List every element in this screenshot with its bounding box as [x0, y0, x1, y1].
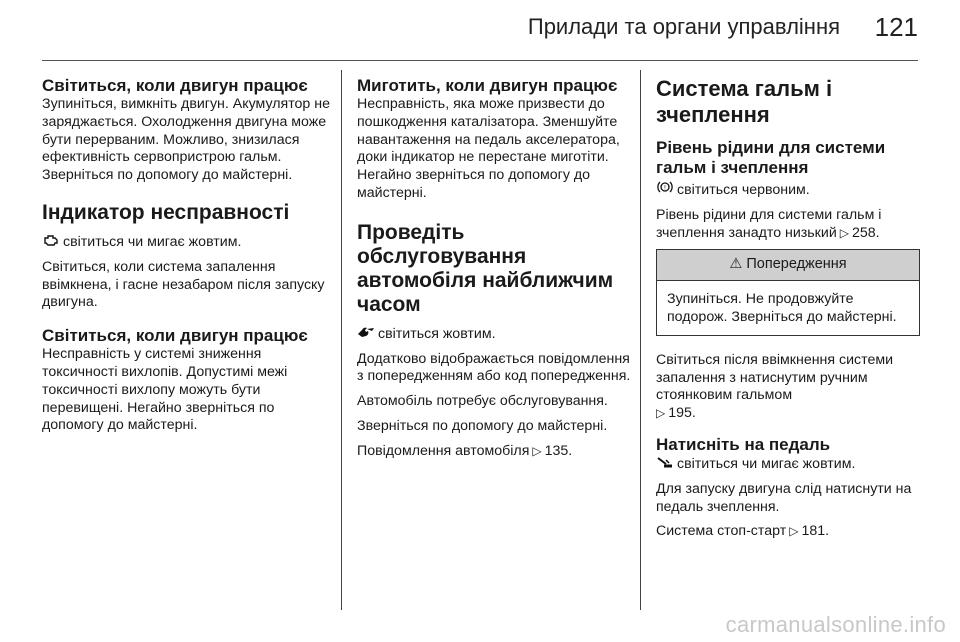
- column-2: [357, 76, 632, 468]
- paragraph: Зупиніться, вимкніть двигун. Акумулятор не заряджається. Охолодження двигуна може бути перерваним. Можливо, знизилася ефективність сервопристрою гальм. Зверніться по допомогу до майстерні.: [42, 96, 330, 184]
- paragraph: Зверніться по допомогу до майстерні.: [357, 417, 608, 434]
- section-title: Світиться, коли двигун працює: [42, 76, 308, 95]
- paragraph: Система стоп-старт ▷ 181.: [656, 523, 830, 540]
- paragraph: Для запуску двигуна слід натиснути на педаль зчеплення.: [656, 480, 912, 515]
- service-wrench-icon: [357, 325, 375, 343]
- chapter-title: Система гальм і зчеплення: [656, 76, 833, 127]
- warning-triangle-icon: ⚠: [729, 256, 743, 273]
- section-title: Рівень рідини для системи гальм і зчеплення: [656, 138, 886, 177]
- section-title: Миготить, коли двигун працює: [357, 76, 618, 95]
- page-number: 121: [874, 12, 918, 42]
- paragraph: Додатково відображається повідомлення з попередженням або код попередження.: [357, 350, 631, 385]
- paragraph: світиться жовтим.: [357, 325, 632, 344]
- paragraph: Несправність у системі зниження токсичності вихлопів. Допустимі межі токсичності вихлопу можуть бути перевищені. Негайно зверніться по допомогу до майстерні.: [42, 346, 288, 434]
- brake-circle-icon: [656, 180, 674, 199]
- engine-check-icon: [42, 233, 60, 251]
- warning-text: Зупиніться. Не продовжуйте подорож. Зверніться до майстерні.: [667, 291, 897, 325]
- column-3: [656, 76, 920, 548]
- paragraph: Несправність, яка може призвести до пошкодження каталізатора. Зменшуйте навантаження на педаль акселератора, доки індикатор не перестане миготіти. Негайно зверніться по допомогу до майстерні.: [357, 96, 620, 201]
- section-title: Індикатор несправності: [42, 200, 290, 224]
- header-title: Прилади та органи управління: [527, 14, 840, 39]
- paragraph: Рівень рідини для системи гальм і зчеплення занадто низький ▷ 258.: [656, 206, 882, 241]
- page-header: [0, 0, 960, 60]
- warning-header: ⚠ Попередження: [657, 250, 919, 281]
- column-divider-2: [640, 70, 641, 610]
- pedal-icon: [656, 455, 674, 473]
- page-ref-icon: ▷: [532, 443, 542, 458]
- paragraph: Повідомлення автомобіля ▷ 135.: [357, 442, 573, 459]
- paragraph: Світиться після ввімкнення системи запалення з натиснутим ручним стоянковим гальмом ▷ 195.: [656, 351, 894, 422]
- paragraph: Світиться, коли система запалення ввімкнена, і гасне незабаром після запуску двигуна.: [42, 258, 325, 311]
- paragraph: світиться чи мигає жовтим.: [656, 455, 920, 474]
- section-title: Натисніть на педаль: [656, 434, 831, 454]
- paragraph: ! світиться червоним.: [656, 180, 920, 200]
- page-ref-icon: ▷: [839, 225, 849, 240]
- section-title: Світиться, коли двигун працює: [42, 326, 308, 346]
- section-title: Проведіть обслуговування автомобіля найближчим часом: [357, 220, 614, 316]
- paragraph: Автомобіль потребує обслуговування.: [357, 393, 608, 410]
- column-1: [42, 76, 330, 442]
- paragraph: світиться чи мигає жовтим.: [42, 233, 330, 252]
- page-ref-icon: ▷: [789, 524, 799, 539]
- warning-box: [656, 249, 920, 335]
- watermark: carmanualsonline.info: [725, 612, 946, 637]
- svg-text:!: !: [663, 184, 667, 192]
- column-divider-1: [341, 70, 342, 610]
- header-rule: [42, 60, 918, 61]
- page-ref-icon: ▷: [656, 406, 666, 421]
